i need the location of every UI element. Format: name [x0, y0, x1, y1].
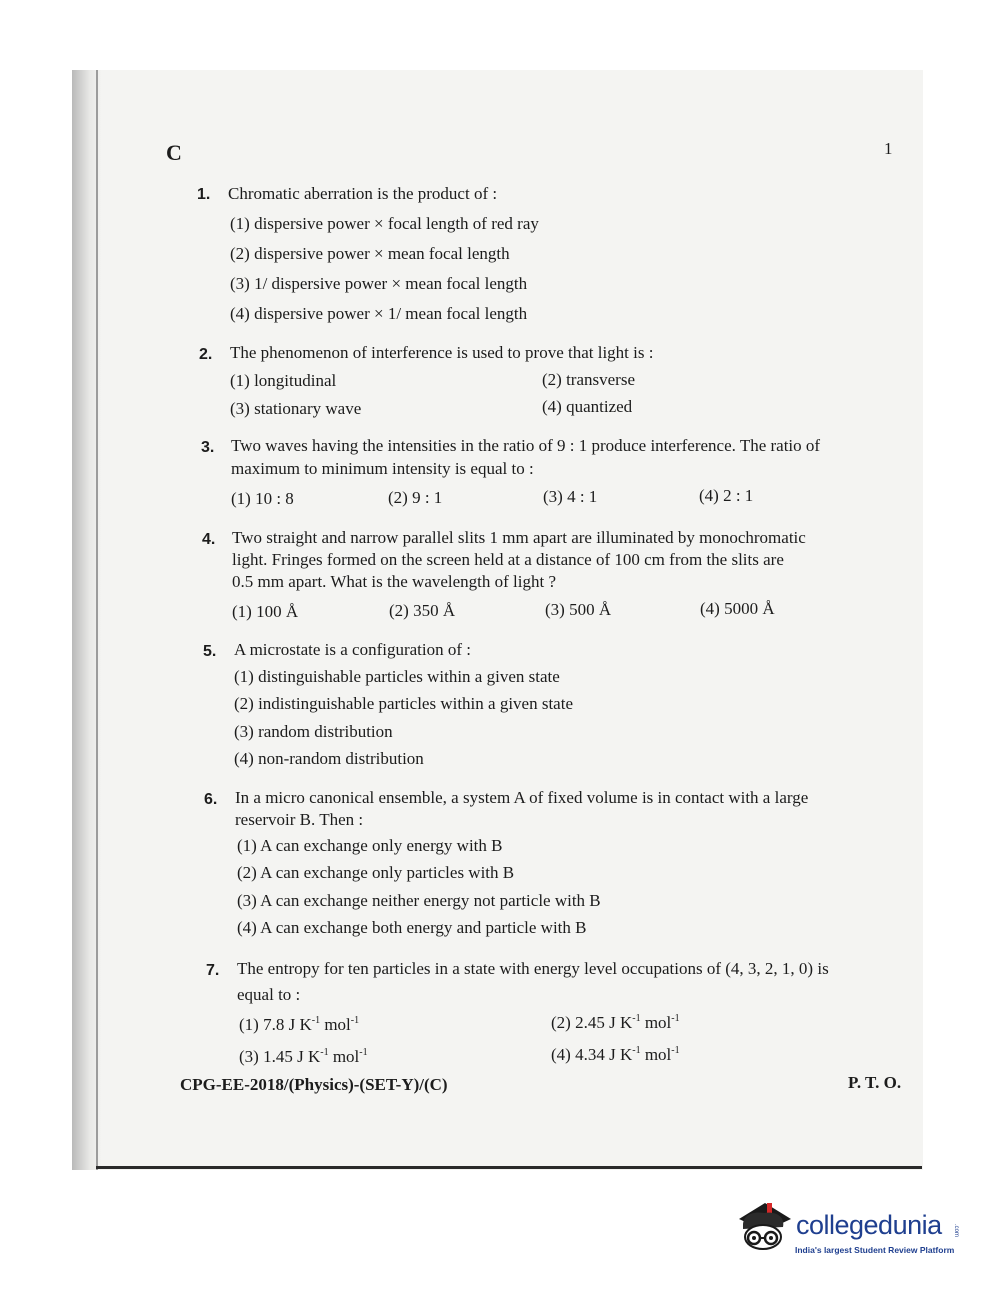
- question-number: 6.: [204, 791, 218, 808]
- option: (4) dispersive power × 1/ mean focal length: [230, 304, 528, 323]
- option: (3) 4 : 1: [543, 487, 598, 506]
- option: (3) A can exchange neither energy not particle with B: [237, 891, 601, 910]
- brand-tagline: India's largest Student Review Platform: [795, 1245, 955, 1255]
- question-text: Two straight and narrow parallel slits 1 mm apart are illuminated by monochromatic: [232, 528, 806, 547]
- question-text: maximum to minimum intensity is equal to :: [231, 459, 534, 478]
- option: (3) 1.45 J $K^{-1}$ mol$^{-1}$: [239, 1047, 368, 1066]
- question-number: 4.: [202, 531, 216, 548]
- option: (1) dispersive power × focal length of red ray: [230, 214, 539, 233]
- page-number: 1: [884, 139, 893, 158]
- option: (4) quantized: [542, 397, 633, 416]
- question-text: 0.5 mm apart. What is the wavelength of light ?: [232, 572, 557, 591]
- option: (2) transverse: [542, 370, 635, 389]
- question-text: The entropy for ten particles in a state with energy level occupations of (4, 3, 2, 1, 0) is: [237, 959, 829, 978]
- option: (1) 100 Å: [232, 602, 299, 621]
- question-text: reservoir B. Then :: [235, 810, 364, 829]
- question-number: 2.: [199, 346, 213, 363]
- option: (2) A can exchange only particles with B: [237, 863, 515, 882]
- question-number: 1.: [197, 186, 211, 203]
- page-turn-over: P. T. O.: [848, 1073, 902, 1092]
- option: (1) A can exchange only energy with B: [237, 836, 503, 855]
- brand-domain: .com: [953, 1224, 959, 1238]
- option: (2) 9 : 1: [388, 488, 443, 507]
- option: (2) 2.45 J $K^{-1}$ mol$^{-1}$: [551, 1013, 680, 1032]
- brand-name: collegedunia: [796, 1210, 942, 1240]
- question-text: light. Fringes formed on the screen held at a distance of 100 cm from the slits are: [232, 550, 784, 569]
- option: (1) 10 : 8: [231, 489, 294, 508]
- option: (3) 1/ dispersive power × mean focal length: [230, 274, 528, 293]
- option: (1) distinguishable particles within a given state: [234, 667, 560, 686]
- question-number: 3.: [201, 439, 215, 456]
- question-text: equal to :: [237, 985, 301, 1004]
- sheet-bottom-edge: [96, 1166, 922, 1169]
- option: (4) 4.34 J $K^{-1}$ mol$^{-1}$: [551, 1045, 680, 1064]
- question-text: Chromatic aberration is the product of :: [228, 184, 498, 203]
- question-text: A microstate is a configuration of :: [234, 640, 471, 659]
- sheet-edge: [96, 70, 98, 1170]
- option: (4) 5000 Å: [700, 599, 775, 618]
- mascot-icon: [733, 1195, 795, 1255]
- question-number: 5.: [203, 643, 217, 660]
- option: (3) stationary wave: [230, 399, 362, 418]
- option: (4) non-random distribution: [234, 749, 424, 768]
- option: (2) 350 Å: [389, 601, 456, 620]
- question-text: The phenomenon of interference is used to prove that light is :: [230, 343, 654, 362]
- paper-code: CPG-EE-2018/(Physics)-(SET-Y)/(C): [180, 1075, 448, 1094]
- option: (3) random distribution: [234, 722, 393, 741]
- exam-sheet: [72, 70, 923, 1170]
- option: (4) 2 : 1: [699, 486, 754, 505]
- option: (1) 7.8 J $K^{-1}$ mol$^{-1}$: [239, 1015, 360, 1034]
- corner-set-mark: C: [166, 140, 182, 165]
- question-number: 7.: [206, 962, 220, 979]
- option: (2) dispersive power × mean focal length: [230, 244, 510, 263]
- option: (3) 500 Å: [545, 600, 612, 619]
- question-text: Two waves having the intensities in the ratio of 9 : 1 produce interference. The ratio of: [231, 436, 821, 455]
- question-text: In a micro canonical ensemble, a system A of fixed volume is in contact with a large: [235, 788, 809, 807]
- option: (1) longitudinal: [230, 371, 337, 390]
- option: (4) A can exchange both energy and particle with B: [237, 918, 587, 937]
- option: (2) indistinguishable particles within a given state: [234, 694, 573, 713]
